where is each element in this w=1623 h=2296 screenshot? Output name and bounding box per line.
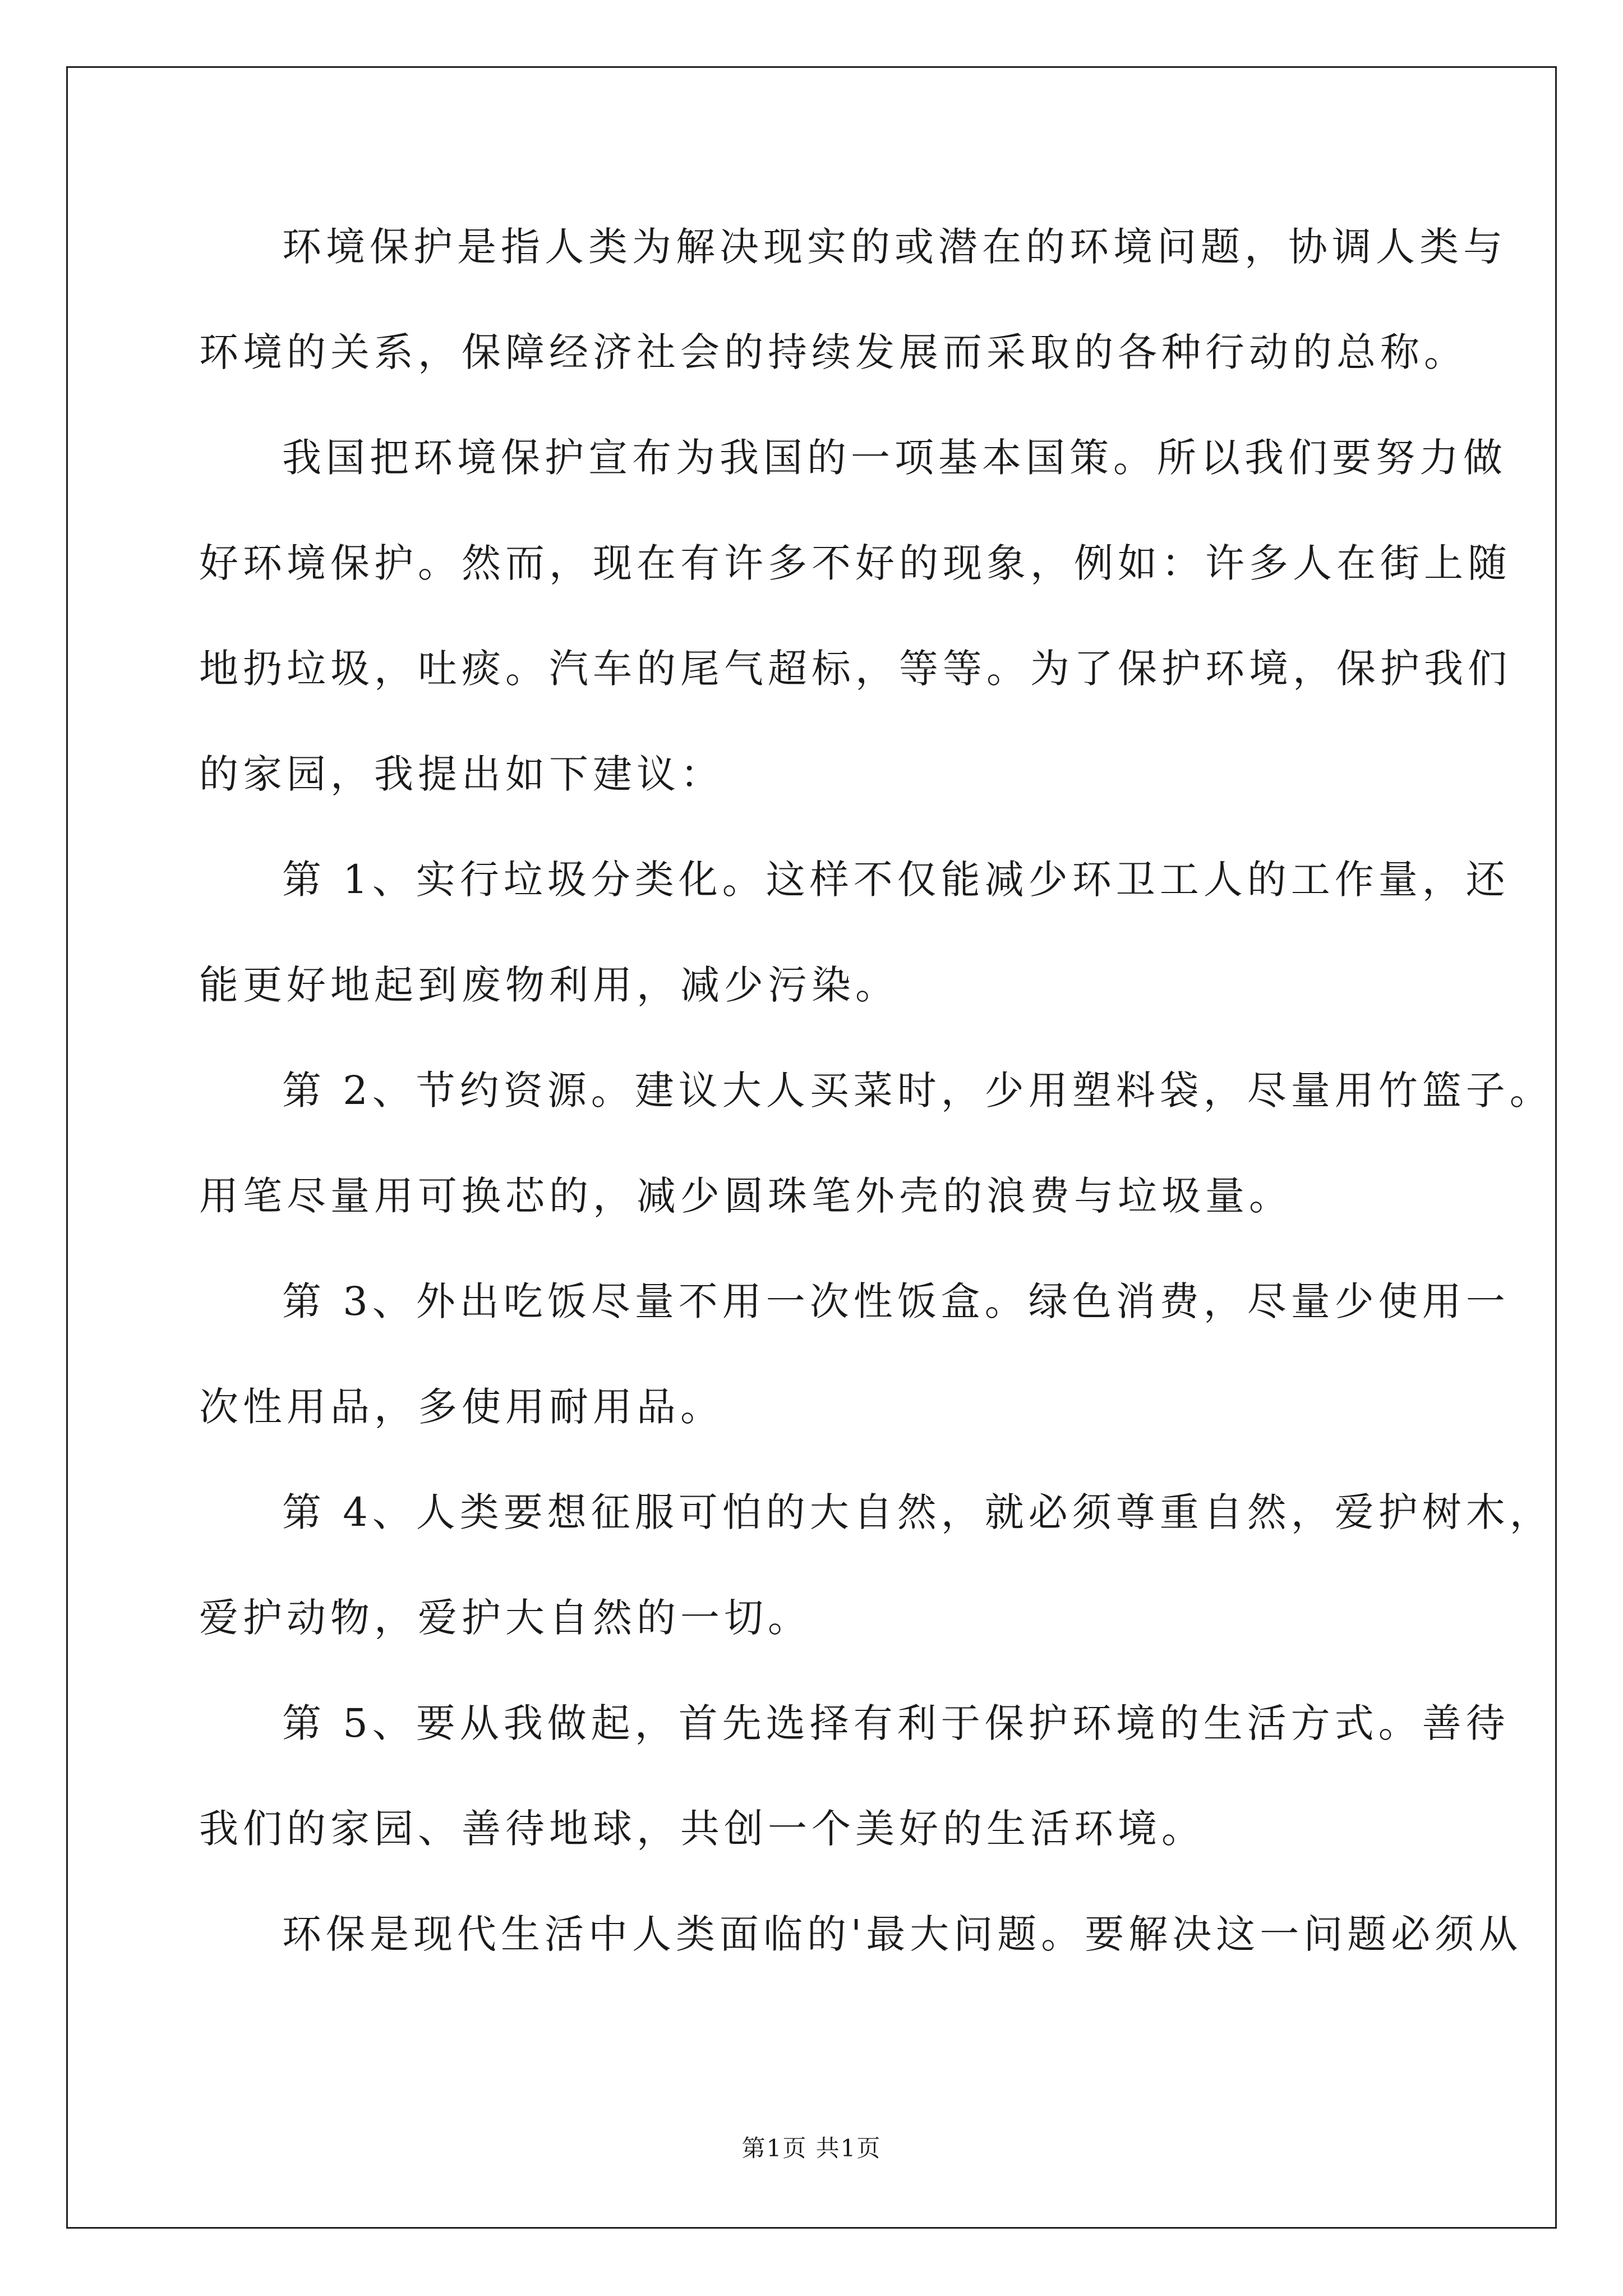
page-number-footer: 第1页 共1页	[741, 2134, 882, 2162]
paragraph-line: 地扔垃圾，吐痰。汽车的尾气超标，等等。为了保护环境，保护我们	[199, 646, 1511, 692]
paragraph-line: 能更好地起到废物利用，减少污染。	[199, 962, 899, 1008]
paragraph-line: 我们的家园、善待地球，共创一个美好的生活环境。	[199, 1806, 1205, 1852]
paragraph-line: 第 5、要从我做起，首先选择有利于保护环境的生活方式。善待	[282, 1700, 1510, 1746]
paragraph-line: 次性用品，多使用耐用品。	[199, 1384, 724, 1430]
paragraph-line: 第 4、人类要想征服可怕的大自然，就必须尊重自然，爱护树木，	[282, 1489, 1553, 1535]
paragraph-line: 好环境保护。然而，现在有许多不好的现象，例如：许多人在街上随	[199, 540, 1511, 586]
paragraph-line: 我国把环境保护宣布为我国的一项基本国策。所以我们要努力做	[282, 435, 1507, 481]
paragraph-line: 爱护动物，爱护大自然的一切。	[199, 1595, 811, 1641]
paragraph-line: 的家园，我提出如下建议：	[199, 751, 724, 797]
paragraph-line: 环境保护是指人类为解决现实的或潜在的环境问题，协调人类与	[282, 224, 1507, 270]
paragraph-line: 第 1、实行垃圾分类化。这样不仅能减少环卫工人的工作量，还	[282, 857, 1510, 903]
paragraph-line: 环境的关系，保障经济社会的持续发展而采取的各种行动的总称。	[199, 329, 1468, 375]
paragraph-line: 第 2、节约资源。建议大人买菜时，少用塑料袋，尽量用竹篮子。	[282, 1068, 1553, 1114]
paragraph-line: 第 3、外出吃饭尽量不用一次性饭盒。绿色消费，尽量少使用一	[282, 1278, 1510, 1324]
paragraph-line: 用笔尽量用可换芯的，减少圆珠笔外壳的浪费与垃圾量。	[199, 1173, 1293, 1219]
paragraph-line: 环保是现代生活中人类面临的'最大问题。要解决这一问题必须从	[282, 1911, 1523, 1957]
